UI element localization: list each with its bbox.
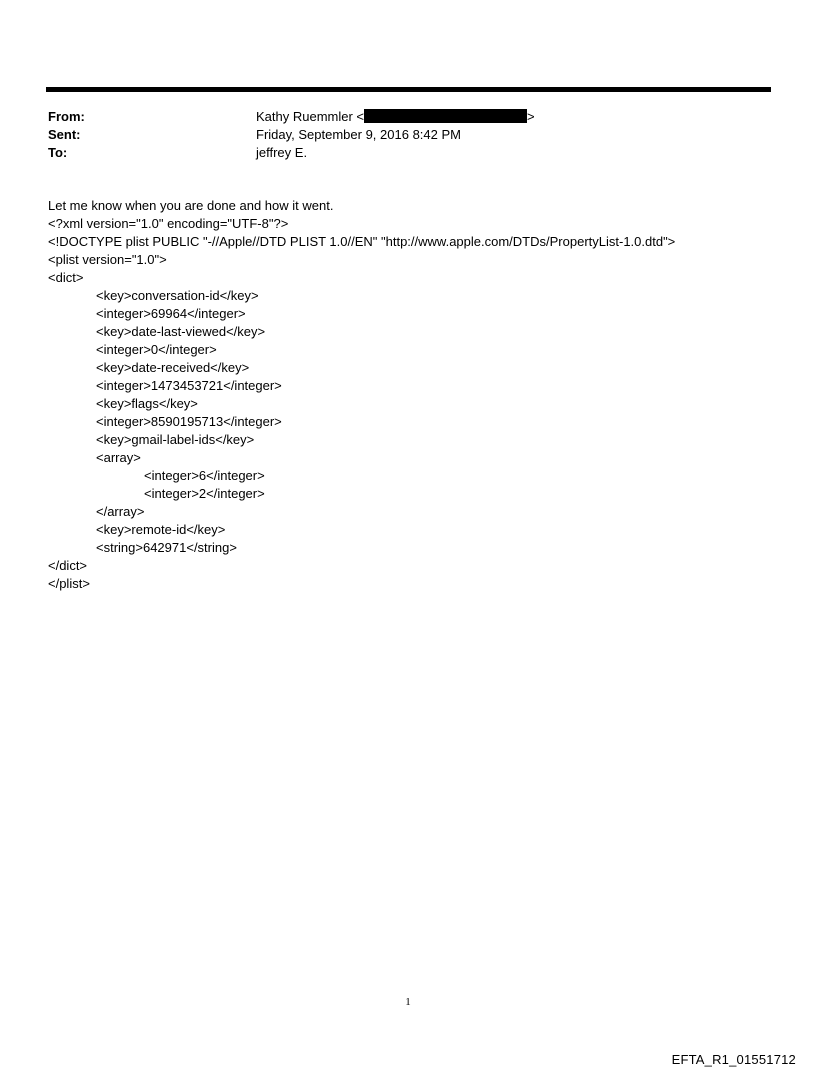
sent-label: Sent: xyxy=(48,127,81,142)
plist-line: <integer>6</integer> xyxy=(144,468,265,483)
plist-line: </array> xyxy=(96,504,145,519)
to-label: To: xyxy=(48,145,68,160)
from-label: From: xyxy=(48,109,85,124)
plist-line: <key>conversation-id</key> xyxy=(96,288,259,303)
plist-line: <integer>8590195713</integer> xyxy=(96,414,282,429)
plist-line: <dict> xyxy=(48,270,84,285)
plist-line: <key>flags</key> xyxy=(96,396,198,411)
sender-email-close: > xyxy=(527,109,535,124)
plist-line: </plist> xyxy=(48,576,90,591)
message-text: Let me know when you are done and how it went. xyxy=(48,198,334,213)
plist-line: <key>gmail-label-ids</key> xyxy=(96,432,255,447)
plist-line: <integer>1473453721</integer> xyxy=(96,378,282,393)
sent-row xyxy=(48,126,768,144)
email-header xyxy=(48,108,768,162)
plist-line: <key>remote-id</key> xyxy=(96,522,226,537)
from-value xyxy=(256,108,535,126)
from-row xyxy=(48,108,768,126)
plist-line: <!DOCTYPE plist PUBLIC "-//Apple//DTD PLIST 1.0//EN" "http://www.apple.com/DTDs/PropertyList-1.0.dtd"> xyxy=(48,234,676,249)
to-value: jeffrey E. xyxy=(256,145,308,160)
redacted-email-block xyxy=(364,109,527,123)
page-number: 1 xyxy=(405,996,411,1008)
plist-line: <string>642971</string> xyxy=(96,540,237,555)
plist-line: <?xml version="1.0" encoding="UTF-8"?> xyxy=(48,216,289,231)
plist-line: <plist version="1.0"> xyxy=(48,252,167,267)
plist-line: <key>date-received</key> xyxy=(96,360,250,375)
header-divider xyxy=(46,87,771,92)
sender-name: Kathy Ruemmler < xyxy=(256,109,365,124)
plist-line: <integer>69964</integer> xyxy=(96,306,246,321)
document-id: EFTA_R1_01551712 xyxy=(671,1052,796,1067)
email-body xyxy=(48,197,788,593)
sent-value: Friday, September 9, 2016 8:42 PM xyxy=(256,127,461,142)
to-row xyxy=(48,144,768,162)
plist-content xyxy=(48,215,788,593)
plist-line: <integer>2</integer> xyxy=(144,486,265,501)
plist-line: <integer>0</integer> xyxy=(96,342,217,357)
plist-line: </dict> xyxy=(48,558,88,573)
plist-line: <array> xyxy=(96,450,141,465)
plist-line: <key>date-last-viewed</key> xyxy=(96,324,266,339)
